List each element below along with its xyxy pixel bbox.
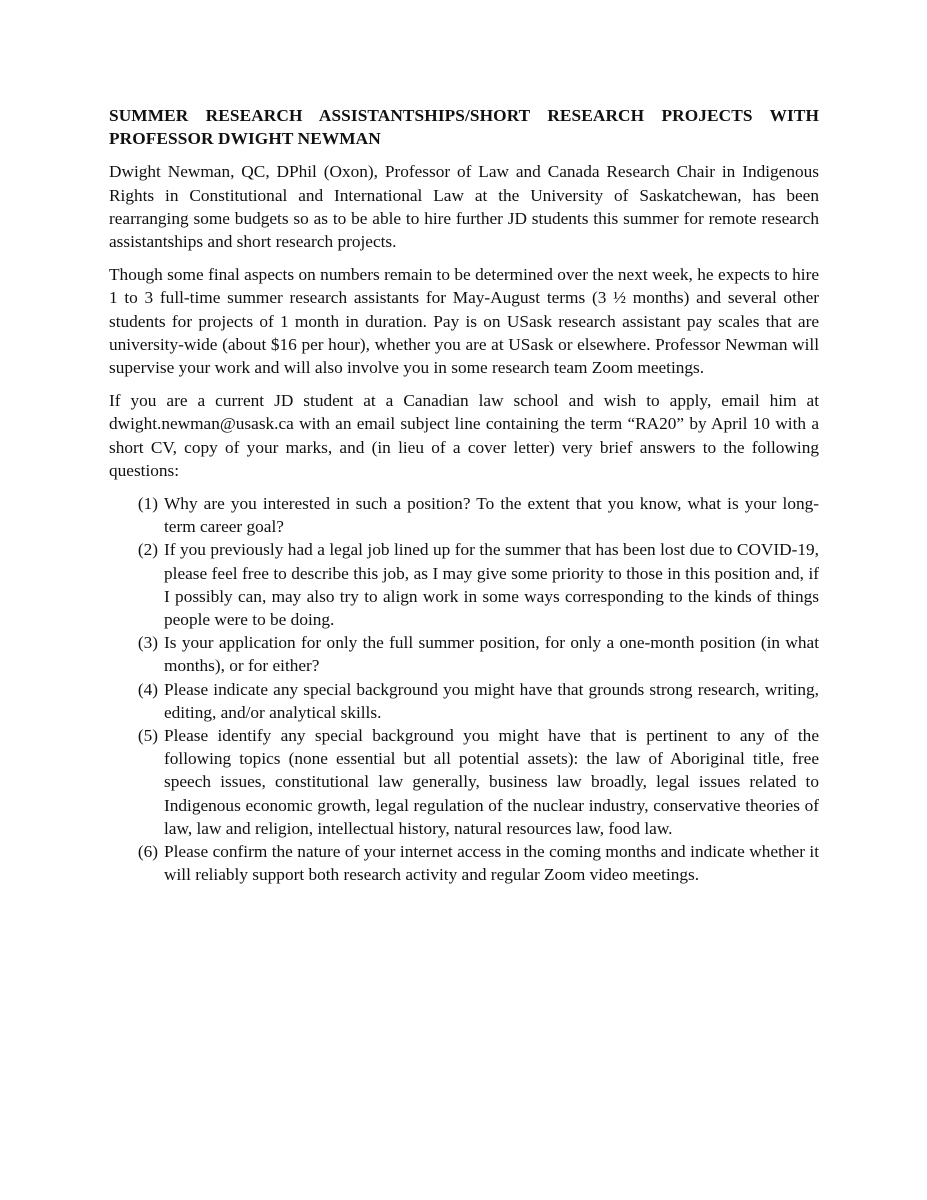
question-text: Please confirm the nature of your internet access in the coming months and indicate whether it will reliably support both research activity and regular Zoom video meetings.	[164, 842, 819, 885]
question-item	[109, 631, 819, 677]
document-title: SUMMER RESEARCH ASSISTANTSHIPS/SHORT RESEARCH PROJECTS WITH PROFESSOR DWIGHT NEWMAN	[109, 106, 819, 149]
question-item	[109, 678, 819, 724]
question-text: Please identify any special background you might have that is pertinent to any of the following topics (none essential but all potential assets): the law of Aboriginal title, free speech issues, constitutional law generally, business law broadly, legal issues related to Indigenous economic growth, legal regulation of the nuclear industry, conservative theories of law, law and religion, intellectual history, natural resources law, food law.	[164, 726, 819, 838]
hiring-details-paragraph: Though some final aspects on numbers remain to be determined over the next week, he expects to hire 1 to 3 full-time summer research assistants for May-August terms (3 ½ months) and several other students for projects of 1 month in duration. Pay is on USask research assistant pay scales that are university-wide (about $16 per hour), whether you are at USask or elsewhere. Professor Newman will supervise your work and will also involve you in some research team Zoom meetings.	[109, 265, 819, 378]
question-text: Why are you interested in such a position? To the extent that you know, what is your long-term career goal?	[164, 494, 819, 537]
questions-list	[109, 492, 819, 886]
question-text: Please indicate any special background you might have that grounds strong research, writing, editing, and/or analytical skills.	[164, 679, 819, 722]
application-instructions-paragraph: If you are a current JD student at a Canadian law school and wish to apply, email him at dwight.newman@usask.ca with an email subject line containing the term “RA20” by April 10 with a short CV, copy of your marks, and (in lieu of a cover letter) very brief answers to the following questions:	[109, 391, 819, 480]
document-page	[109, 104, 819, 887]
question-text: If you previously had a legal job lined up for the summer that has been lost due to COVID-19, please feel free to describe this job, as I may give some priority to those in this position and, if I possibly can, may also try to align work in some ways corresponding to the kinds of things people were to be doing.	[164, 540, 819, 630]
question-number: (5)	[137, 726, 158, 746]
question-text: Is your application for only the full summer position, for only a one-month position (in what months), or for either?	[164, 633, 819, 676]
intro-paragraph: Dwight Newman, QC, DPhil (Oxon), Professor of Law and Canada Research Chair in Indigenous Rights in Constitutional and International Law at the University of Saskatchewan, has been rearranging some budgets so as to be able to hire further JD students this summer for remote research assistantships and short research projects.	[109, 162, 819, 252]
question-item	[109, 724, 819, 840]
question-item	[109, 492, 819, 538]
question-item	[109, 538, 819, 631]
question-number: (3)	[137, 633, 158, 653]
question-number: (2)	[137, 540, 158, 560]
question-number: (1)	[137, 494, 158, 514]
question-number: (6)	[137, 842, 158, 862]
question-item	[109, 840, 819, 886]
question-number: (4)	[137, 679, 158, 699]
